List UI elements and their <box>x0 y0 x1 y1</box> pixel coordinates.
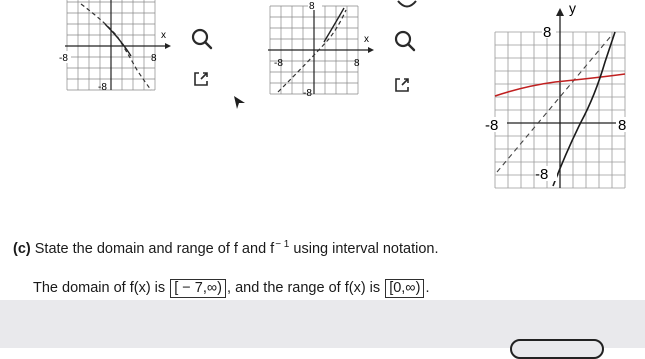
graph2-right-tick: 8 <box>354 58 360 69</box>
graph1-bottom-tick: -8 <box>98 82 107 93</box>
footer-tab[interactable] <box>510 339 604 359</box>
graph2-left-tick: -8 <box>274 58 283 69</box>
range-prefix: , and the range of f(x) is <box>227 280 381 296</box>
graph-option-2[interactable] <box>268 0 378 98</box>
question-main: State the domain and range of f and f <box>34 241 275 257</box>
question-text <box>13 241 439 257</box>
large-top-tick: 8 <box>543 24 552 41</box>
answer-line <box>33 279 430 298</box>
graph1-right-tick: 8 <box>151 53 157 64</box>
large-y-label: y <box>569 0 576 16</box>
graph1-x-label: x <box>161 30 166 41</box>
large-right-tick: 8 <box>618 117 627 134</box>
large-left-tick: -8 <box>485 117 499 134</box>
graph1-left-tick: -8 <box>59 53 68 64</box>
graph2-top-tick: 8 <box>309 1 315 12</box>
open-graph-button-1[interactable] <box>192 70 210 88</box>
graph-option-1[interactable] <box>59 0 175 93</box>
open-graph-button-2[interactable] <box>393 76 411 94</box>
mouse-cursor <box>234 96 246 110</box>
magnifier-icon <box>190 27 214 51</box>
magnifier-icon <box>393 29 417 53</box>
domain-prefix: The domain of f(x) is <box>33 280 166 296</box>
graph-large[interactable] <box>485 0 645 195</box>
large-bottom-tick: -8 <box>535 166 549 183</box>
range-answer-box[interactable]: [0,∞) <box>385 279 424 298</box>
graph2-x-label: x <box>364 34 369 45</box>
answer-suffix: . <box>425 280 430 296</box>
question-part: (c) <box>13 241 31 257</box>
zoom-button-1[interactable] <box>190 27 214 51</box>
inverse-superscript: − 1 <box>275 239 290 250</box>
graph2-bottom-tick: -8 <box>303 88 312 99</box>
open-in-new-window-icon <box>192 70 210 88</box>
zoom-button-2[interactable] <box>393 29 417 53</box>
cropped-icon <box>396 0 418 12</box>
open-in-new-window-icon <box>393 76 411 94</box>
question-tail: using interval notation. <box>293 241 439 257</box>
domain-answer-box[interactable]: [ − 7,∞) <box>170 279 226 298</box>
